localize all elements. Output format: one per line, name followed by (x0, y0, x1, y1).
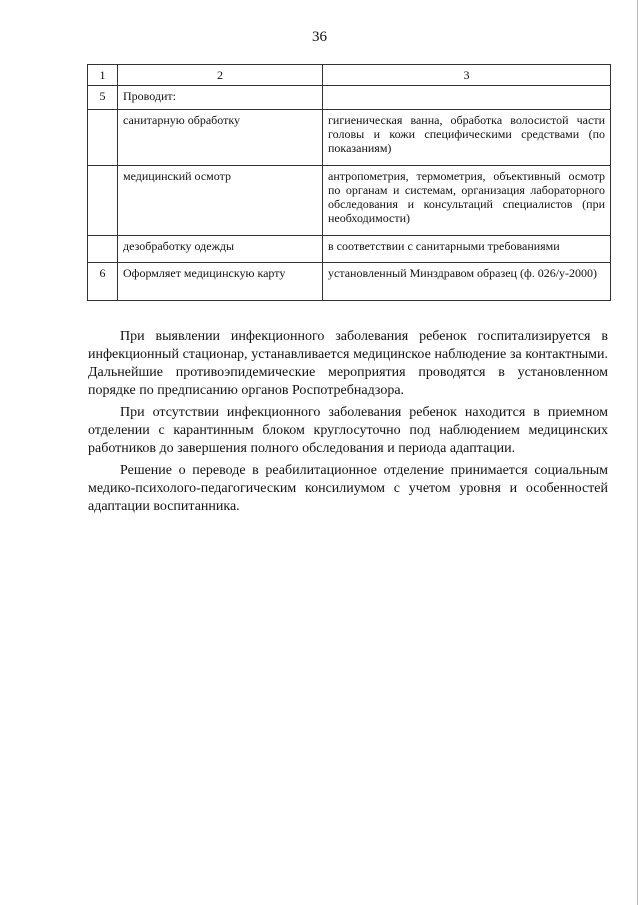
row-number: 5 (88, 86, 118, 110)
table-header-row (88, 65, 611, 86)
row-action: медицинский осмотр (118, 166, 323, 236)
row-detail: в соответствии с санитарными требованиями (323, 236, 611, 263)
paragraph-hospitalization: При выявлении инфекционного заболевания ребенок госпитализируется в инфекционный стационар, устанавливается медицинское наблюдение за контактными. Дальнейшие противоэпидемические мероприятия проводятся в установленном порядке по предписанию органов Роспотребнадзора. (88, 329, 608, 398)
header-cell-3: 3 (323, 65, 611, 86)
row-action: санитарную обработку (118, 110, 323, 166)
row-detail: гигиеническая ванна, обработка волосистой части головы и кожи специфическими средствами (по показаниям) (323, 110, 611, 166)
table-row (88, 263, 611, 301)
header-cell-2: 2 (118, 65, 323, 86)
row-detail: установленный Минздравом образец (ф. 026/у-2000) (323, 263, 611, 301)
scan-edge (637, 0, 638, 905)
page-number: 36 (312, 29, 327, 45)
table-row (88, 86, 611, 110)
paragraph-quarantine: При отсутствии инфекционного заболевания ребенок находится в приемном отделении с карантинным блоком круглосуточно под наблюдением медицинских работников до завершения полного обследования и периода адаптации. (88, 405, 608, 456)
row-detail: антропометрия, термометрия, объективный осмотр по органам и системам, организация лабораторного обследования и консультаций специалистов (при необходимости) (323, 166, 611, 236)
row-detail (323, 86, 611, 110)
row-number (88, 110, 118, 166)
header-cell-1: 1 (88, 65, 118, 86)
row-number (88, 236, 118, 263)
table-row (88, 166, 611, 236)
table-row (88, 236, 611, 263)
row-action: Оформляет медицинскую карту (118, 263, 323, 301)
body-text (88, 328, 608, 520)
procedures-table (87, 64, 611, 301)
row-number (88, 166, 118, 236)
row-number: 6 (88, 263, 118, 301)
row-action: Проводит: (118, 86, 323, 110)
table-row (88, 110, 611, 166)
paragraph-transfer-decision: Решение о переводе в реабилитационное отделение принимается социальным медико-психолого-педагогическим консилиумом с учетом уровня и особенностей адаптации воспитанника. (88, 463, 608, 514)
row-action: дезобработку одежды (118, 236, 323, 263)
